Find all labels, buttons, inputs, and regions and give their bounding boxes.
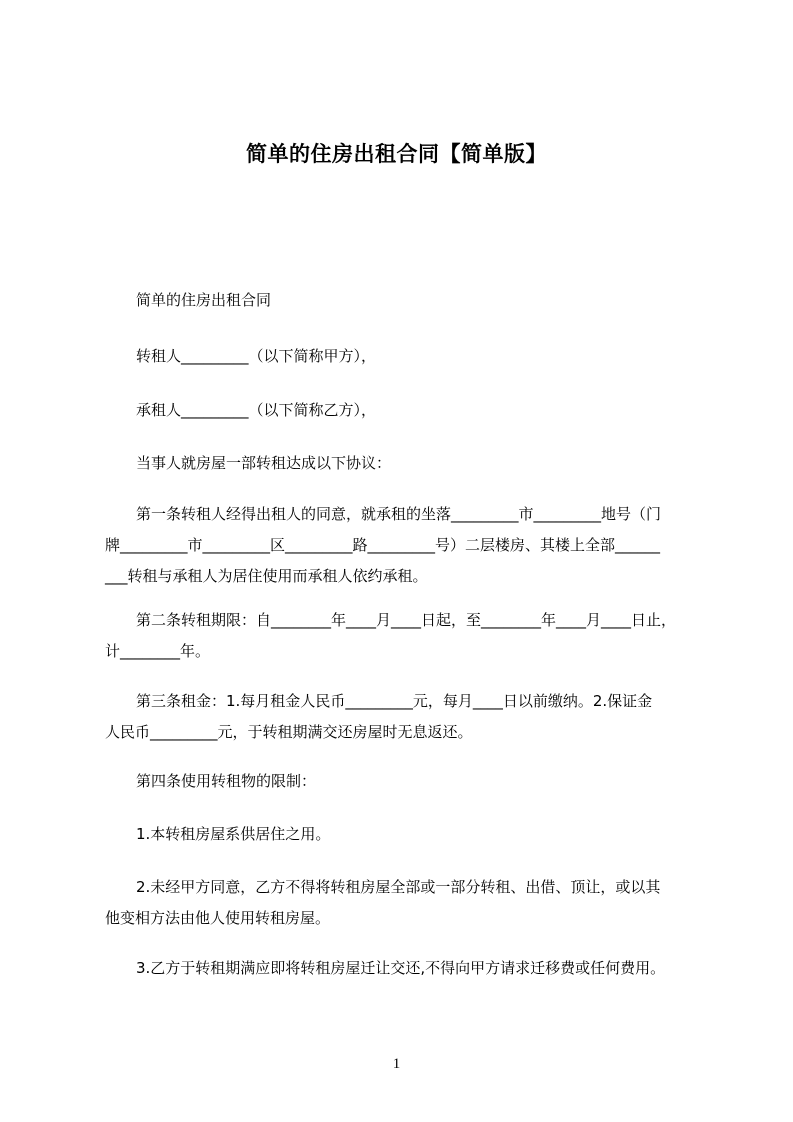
page-number: 1	[392, 1056, 401, 1072]
article-3-line-1: 第三条租金：1.每月租金人民币_________元，每月____日以前缴纳。2.保证金	[136, 692, 653, 710]
subtitle-line: 简单的住房出租合同	[136, 291, 272, 309]
preamble-line: 当事人就房屋一部转租达成以下协议：	[136, 454, 392, 472]
article-4-heading	[105, 766, 705, 797]
lessee-line: 承租人_________（以下简称乙方），	[136, 401, 377, 419]
lessee-party	[105, 395, 705, 426]
article-4-item-3	[105, 953, 705, 984]
article-2-line-1: 第二条转租期限：自________年____月____日起，至________年____月____日止，	[136, 611, 677, 629]
contract-subtitle	[105, 285, 705, 316]
article-1-line-2: 牌_________市_________区_________路_________号）二层楼房、其楼上全部______	[105, 536, 661, 554]
article-4-heading-line: 第四条使用转租物的限制：	[136, 772, 317, 790]
sublessor-line: 转租人_________（以下简称甲方），	[136, 347, 377, 365]
article-4-item-2	[105, 872, 705, 934]
document-title: 简单的住房出租合同【简单版】	[246, 142, 547, 166]
article-2	[105, 605, 705, 667]
article-4-item-2-line-2: 他变相方法由他人使用转租房屋。	[105, 909, 331, 927]
article-4-item-1-line: 1.本转租房屋系供居住之用。	[136, 825, 331, 843]
article-4-item-2-line-1: 2.未经甲方同意，乙方不得将转租房屋全部或一部分转租、出借、顶让，或以其	[136, 878, 661, 896]
article-1	[105, 499, 705, 592]
article-2-line-2: 计________年。	[105, 642, 211, 660]
article-4-item-3-line: 3.乙方于转租期满应即将转租房屋迁让交还,不得向甲方请求迁移费或任何费用。	[136, 959, 666, 977]
article-4-item-1	[105, 819, 705, 850]
article-1-line-1: 第一条转租人经得出租人的同意，就承租的坐落_________市_________地号（门	[136, 505, 662, 523]
sublessor-party	[105, 341, 705, 372]
article-3	[105, 686, 705, 748]
article-1-line-3: ___转租与承租人为居住使用而承租人依约承租。	[105, 567, 428, 585]
preamble	[105, 448, 705, 479]
article-3-line-2: 人民币_________元，于转租期满交还房屋时无息返还。	[105, 723, 473, 741]
